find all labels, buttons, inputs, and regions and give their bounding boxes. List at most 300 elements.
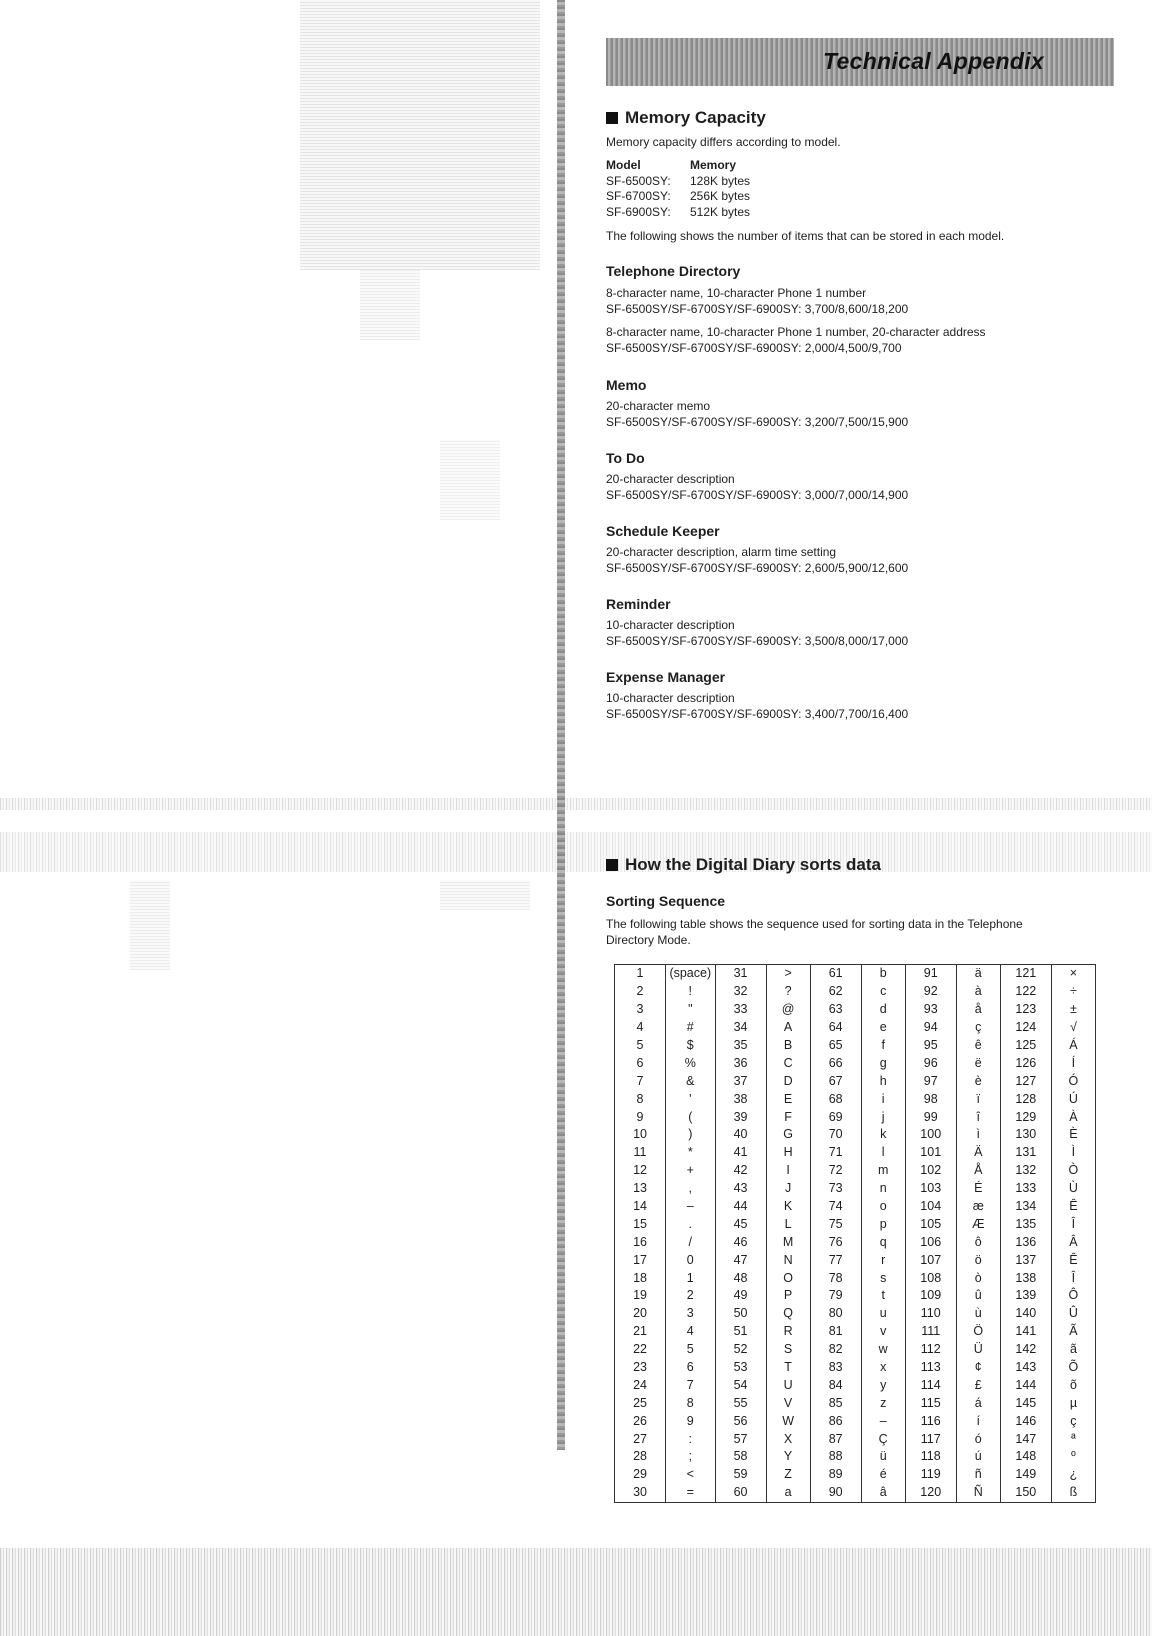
model-header: Model bbox=[606, 158, 641, 172]
sequence-number: 144 bbox=[1000, 1376, 1051, 1394]
sequence-number: 14 bbox=[615, 1198, 666, 1216]
sequence-number: 84 bbox=[810, 1376, 861, 1394]
sequence-number: 47 bbox=[715, 1251, 766, 1269]
capacity-line: 10-character description bbox=[606, 691, 735, 705]
scan-smudge bbox=[440, 880, 530, 910]
sequence-character: Ñ bbox=[956, 1484, 1000, 1502]
sequence-number: 100 bbox=[905, 1126, 956, 1144]
sequence-character: i bbox=[861, 1090, 905, 1108]
sequence-character: 9 bbox=[666, 1412, 716, 1430]
table-row bbox=[615, 1341, 1096, 1359]
reminder-heading: Reminder bbox=[606, 596, 671, 612]
sequence-character: Ì bbox=[1051, 1144, 1095, 1162]
table-row bbox=[615, 1144, 1096, 1162]
capacity-line: 10-character description bbox=[606, 618, 735, 632]
table-row bbox=[615, 1323, 1096, 1341]
sequence-character: 6 bbox=[666, 1359, 716, 1377]
sequence-number: 76 bbox=[810, 1233, 861, 1251]
sorting-description: The following table shows the sequence used for sorting data in the Telephone bbox=[606, 917, 1023, 931]
sequence-number: 71 bbox=[810, 1144, 861, 1162]
sequence-character: > bbox=[766, 965, 810, 983]
sequence-character: 4 bbox=[666, 1323, 716, 1341]
table-row bbox=[615, 1215, 1096, 1233]
sequence-number: 58 bbox=[715, 1448, 766, 1466]
sequence-number: 134 bbox=[1000, 1198, 1051, 1216]
sequence-character: , bbox=[666, 1180, 716, 1198]
sequence-number: 27 bbox=[615, 1430, 666, 1448]
square-bullet-icon bbox=[606, 859, 618, 871]
sequence-character: ê bbox=[956, 1037, 1000, 1055]
sequence-number: 22 bbox=[615, 1341, 666, 1359]
table-row bbox=[615, 1233, 1096, 1251]
sorting-description: Directory Mode. bbox=[606, 933, 691, 947]
sequence-character: Ã bbox=[1051, 1323, 1095, 1341]
sequence-number: 82 bbox=[810, 1341, 861, 1359]
sequence-character: G bbox=[766, 1126, 810, 1144]
sequence-number: 1 bbox=[615, 965, 666, 983]
sequence-character: í bbox=[956, 1412, 1000, 1430]
sequence-character: £ bbox=[956, 1376, 1000, 1394]
capacity-line: 8-character name, 10-character Phone 1 number, 20-character address bbox=[606, 325, 986, 339]
sequence-character: s bbox=[861, 1269, 905, 1287]
sequence-number: 145 bbox=[1000, 1394, 1051, 1412]
sequence-number: 92 bbox=[905, 983, 956, 1001]
sequence-character: z bbox=[861, 1394, 905, 1412]
sequence-character: ) bbox=[666, 1126, 716, 1144]
sequence-number: 51 bbox=[715, 1323, 766, 1341]
sequence-character: ! bbox=[666, 983, 716, 1001]
sorting-heading bbox=[606, 855, 881, 875]
capacity-line: SF-6500SY/SF-6700SY/SF-6900SY: 3,000/7,000/14,900 bbox=[606, 488, 909, 502]
scan-artifact-band-bottom bbox=[0, 1548, 1152, 1636]
sequence-character: S bbox=[766, 1341, 810, 1359]
sequence-character: p bbox=[861, 1215, 905, 1233]
sequence-number: 63 bbox=[810, 1001, 861, 1019]
scan-artifact-band-middle bbox=[0, 832, 1152, 872]
sequence-number: 3 bbox=[615, 1001, 666, 1019]
sequence-number: 114 bbox=[905, 1376, 956, 1394]
table-row bbox=[615, 1359, 1096, 1377]
sequence-character: è bbox=[956, 1072, 1000, 1090]
sequence-number: 133 bbox=[1000, 1180, 1051, 1198]
sequence-character: < bbox=[666, 1466, 716, 1484]
sequence-number: 88 bbox=[810, 1448, 861, 1466]
sequence-character: É bbox=[956, 1180, 1000, 1198]
sequence-character: ù bbox=[956, 1305, 1000, 1323]
sequence-number: 131 bbox=[1000, 1144, 1051, 1162]
sequence-character: : bbox=[666, 1430, 716, 1448]
sequence-number: 86 bbox=[810, 1412, 861, 1430]
scan-smudge bbox=[130, 880, 170, 970]
sequence-number: 52 bbox=[715, 1341, 766, 1359]
sequence-number: 90 bbox=[810, 1484, 861, 1502]
sequence-character: æ bbox=[956, 1198, 1000, 1216]
sequence-character: Î bbox=[1051, 1269, 1095, 1287]
sequence-number: 124 bbox=[1000, 1019, 1051, 1037]
table-row bbox=[615, 1376, 1096, 1394]
sequence-number: 149 bbox=[1000, 1466, 1051, 1484]
sequence-character: Á bbox=[1051, 1037, 1095, 1055]
sequence-character: õ bbox=[1051, 1376, 1095, 1394]
memory-table bbox=[606, 158, 750, 220]
sequence-character: × bbox=[1051, 965, 1095, 983]
sequence-number: 33 bbox=[715, 1001, 766, 1019]
capacity-line: SF-6500SY/SF-6700SY/SF-6900SY: 3,500/8,000/17,000 bbox=[606, 634, 909, 648]
sequence-character: w bbox=[861, 1341, 905, 1359]
sequence-number: 74 bbox=[810, 1198, 861, 1216]
memory-header: Memory bbox=[690, 158, 737, 172]
sequence-character: c bbox=[861, 983, 905, 1001]
sequence-character: U bbox=[766, 1376, 810, 1394]
sequence-character: Ò bbox=[1051, 1162, 1095, 1180]
sequence-number: 93 bbox=[905, 1001, 956, 1019]
sequence-character: Ù bbox=[1051, 1180, 1095, 1198]
sequence-character: Æ bbox=[956, 1215, 1000, 1233]
table-row bbox=[615, 1054, 1096, 1072]
sequence-character: ± bbox=[1051, 1001, 1095, 1019]
sequence-character: d bbox=[861, 1001, 905, 1019]
sequence-character: ã bbox=[1051, 1341, 1095, 1359]
sequence-character: O bbox=[766, 1269, 810, 1287]
sequence-number: 122 bbox=[1000, 983, 1051, 1001]
capacity-line: SF-6500SY/SF-6700SY/SF-6900SY: 3,700/8,600/18,200 bbox=[606, 302, 909, 316]
sequence-character: k bbox=[861, 1126, 905, 1144]
table-row bbox=[615, 1287, 1096, 1305]
sequence-number: 132 bbox=[1000, 1162, 1051, 1180]
sequence-character: j bbox=[861, 1108, 905, 1126]
sequence-character: q bbox=[861, 1233, 905, 1251]
sequence-number: 96 bbox=[905, 1054, 956, 1072]
table-row bbox=[615, 1108, 1096, 1126]
sequence-number: 61 bbox=[810, 965, 861, 983]
sequence-number: 121 bbox=[1000, 965, 1051, 983]
sequence-character: ï bbox=[956, 1090, 1000, 1108]
sequence-character: û bbox=[956, 1287, 1000, 1305]
sequence-character: T bbox=[766, 1359, 810, 1377]
sequence-character: M bbox=[766, 1233, 810, 1251]
sequence-character: A bbox=[766, 1019, 810, 1037]
sequence-number: 57 bbox=[715, 1430, 766, 1448]
sequence-character: E bbox=[766, 1090, 810, 1108]
sequence-character: Z bbox=[766, 1466, 810, 1484]
capacity-line: 20-character description, alarm time setting bbox=[606, 545, 837, 559]
sequence-number: 28 bbox=[615, 1448, 666, 1466]
sequence-number: 81 bbox=[810, 1323, 861, 1341]
sequence-number: 148 bbox=[1000, 1448, 1051, 1466]
table-row bbox=[615, 1162, 1096, 1180]
sequence-number: 83 bbox=[810, 1359, 861, 1377]
sorting-sequence-table bbox=[614, 964, 1096, 1503]
sequence-character: # bbox=[666, 1019, 716, 1037]
sequence-number: 89 bbox=[810, 1466, 861, 1484]
sequence-number: 80 bbox=[810, 1305, 861, 1323]
sequence-character: F bbox=[766, 1108, 810, 1126]
sequence-character: ( bbox=[666, 1108, 716, 1126]
sequence-number: 6 bbox=[615, 1054, 666, 1072]
model-cell: SF-6900SY: bbox=[606, 204, 671, 219]
sequence-character: Ê bbox=[1051, 1251, 1095, 1269]
sequence-character: á bbox=[956, 1394, 1000, 1412]
sequence-number: 65 bbox=[810, 1037, 861, 1055]
sequence-character: J bbox=[766, 1180, 810, 1198]
sequence-character: (space) bbox=[666, 965, 716, 983]
sequence-character: Ê bbox=[1051, 1198, 1095, 1216]
table-row bbox=[615, 1484, 1096, 1502]
to-do-heading: To Do bbox=[606, 450, 645, 466]
sequence-number: 48 bbox=[715, 1269, 766, 1287]
table-row bbox=[615, 1090, 1096, 1108]
sequence-number: 32 bbox=[715, 983, 766, 1001]
sequence-character: À bbox=[1051, 1108, 1095, 1126]
table-row bbox=[615, 1198, 1096, 1216]
memory-table-row bbox=[606, 189, 750, 205]
sequence-character: h bbox=[861, 1072, 905, 1090]
sequence-number: 60 bbox=[715, 1484, 766, 1502]
sorting-heading-text: How the Digital Diary sorts data bbox=[625, 855, 881, 874]
sequence-character: N bbox=[766, 1251, 810, 1269]
sequence-number: 95 bbox=[905, 1037, 956, 1055]
sequence-number: 25 bbox=[615, 1394, 666, 1412]
sequence-number: 78 bbox=[810, 1269, 861, 1287]
sequence-number: 30 bbox=[615, 1484, 666, 1502]
sequence-number: 62 bbox=[810, 983, 861, 1001]
sequence-number: 54 bbox=[715, 1376, 766, 1394]
items-intro: The following shows the number of items that can be stored in each model. bbox=[606, 229, 1005, 243]
sequence-number: 103 bbox=[905, 1180, 956, 1198]
sequence-character: $ bbox=[666, 1037, 716, 1055]
sequence-character: @ bbox=[766, 1001, 810, 1019]
sequence-number: 110 bbox=[905, 1305, 956, 1323]
sequence-character: â bbox=[861, 1484, 905, 1502]
sequence-number: 16 bbox=[615, 1233, 666, 1251]
sequence-character: 5 bbox=[666, 1341, 716, 1359]
memory-cell: 256K bytes bbox=[690, 189, 751, 203]
scan-artifact-band-top bbox=[0, 798, 1152, 810]
sequence-character: ñ bbox=[956, 1466, 1000, 1484]
sequence-number: 9 bbox=[615, 1108, 666, 1126]
capacity-line: SF-6500SY/SF-6700SY/SF-6900SY: 2,000/4,500/9,700 bbox=[606, 341, 902, 355]
sequence-character: ú bbox=[956, 1448, 1000, 1466]
table-row bbox=[615, 965, 1096, 983]
sequence-number: 24 bbox=[615, 1376, 666, 1394]
sequence-number: 37 bbox=[715, 1072, 766, 1090]
sequence-character: ¿ bbox=[1051, 1466, 1095, 1484]
sequence-number: 77 bbox=[810, 1251, 861, 1269]
sequence-number: 39 bbox=[715, 1108, 766, 1126]
sequence-character: v bbox=[861, 1323, 905, 1341]
capacity-line: 8-character name, 10-character Phone 1 number bbox=[606, 286, 867, 300]
sequence-number: 43 bbox=[715, 1180, 766, 1198]
sequence-number: 150 bbox=[1000, 1484, 1051, 1502]
sequence-character: ç bbox=[956, 1019, 1000, 1037]
memo-heading: Memo bbox=[606, 377, 647, 393]
sequence-number: 113 bbox=[905, 1359, 956, 1377]
sequence-number: 21 bbox=[615, 1323, 666, 1341]
sequence-character: * bbox=[666, 1144, 716, 1162]
sequence-number: 8 bbox=[615, 1090, 666, 1108]
sequence-number: 73 bbox=[810, 1180, 861, 1198]
table-row bbox=[615, 1269, 1096, 1287]
sequence-character: . bbox=[666, 1215, 716, 1233]
table-row bbox=[615, 1394, 1096, 1412]
sequence-character: y bbox=[861, 1376, 905, 1394]
sequence-character: Î bbox=[1051, 1215, 1095, 1233]
title-banner bbox=[606, 38, 1114, 86]
sequence-number: 10 bbox=[615, 1126, 666, 1144]
sequence-character: 1 bbox=[666, 1269, 716, 1287]
sequence-number: 66 bbox=[810, 1054, 861, 1072]
sorting-table-body bbox=[615, 965, 1096, 1503]
sequence-character: a bbox=[766, 1484, 810, 1502]
capacity-line: 20-character description bbox=[606, 472, 735, 486]
memory-capacity-heading bbox=[606, 108, 766, 128]
sequence-character: ô bbox=[956, 1233, 1000, 1251]
sequence-character: " bbox=[666, 1001, 716, 1019]
sequence-number: 4 bbox=[615, 1019, 666, 1037]
table-row bbox=[615, 1412, 1096, 1430]
sequence-character: 0 bbox=[666, 1251, 716, 1269]
scan-smudge bbox=[360, 270, 420, 340]
sequence-number: 91 bbox=[905, 965, 956, 983]
sequence-character: f bbox=[861, 1037, 905, 1055]
sequence-number: 118 bbox=[905, 1448, 956, 1466]
table-row bbox=[615, 1430, 1096, 1448]
sequence-number: 140 bbox=[1000, 1305, 1051, 1323]
sequence-character: ó bbox=[956, 1430, 1000, 1448]
sequence-character: I bbox=[766, 1162, 810, 1180]
table-row bbox=[615, 1251, 1096, 1269]
sequence-number: 105 bbox=[905, 1215, 956, 1233]
sequence-character: à bbox=[956, 983, 1000, 1001]
memory-intro: Memory capacity differs according to model. bbox=[606, 135, 841, 149]
table-row bbox=[615, 1305, 1096, 1323]
sequence-character: ¢ bbox=[956, 1359, 1000, 1377]
sequence-character: å bbox=[956, 1001, 1000, 1019]
sequence-number: 115 bbox=[905, 1394, 956, 1412]
sequence-character: Q bbox=[766, 1305, 810, 1323]
sequence-number: 2 bbox=[615, 983, 666, 1001]
sequence-character: u bbox=[861, 1305, 905, 1323]
sequence-number: 23 bbox=[615, 1359, 666, 1377]
capacity-line: 20-character memo bbox=[606, 399, 711, 413]
sequence-number: 141 bbox=[1000, 1323, 1051, 1341]
sequence-character: ì bbox=[956, 1126, 1000, 1144]
sequence-number: 112 bbox=[905, 1341, 956, 1359]
sequence-character: b bbox=[861, 965, 905, 983]
sequence-character: H bbox=[766, 1144, 810, 1162]
sequence-number: 101 bbox=[905, 1144, 956, 1162]
capacity-line: SF-6500SY/SF-6700SY/SF-6900SY: 3,400/7,700/16,400 bbox=[606, 707, 909, 721]
sequence-number: 36 bbox=[715, 1054, 766, 1072]
table-row bbox=[615, 1019, 1096, 1037]
sequence-number: 123 bbox=[1000, 1001, 1051, 1019]
table-row bbox=[615, 1001, 1096, 1019]
sequence-character: ö bbox=[956, 1251, 1000, 1269]
sequence-number: 87 bbox=[810, 1430, 861, 1448]
sequence-character: e bbox=[861, 1019, 905, 1037]
sequence-character: X bbox=[766, 1430, 810, 1448]
sequence-number: 12 bbox=[615, 1162, 666, 1180]
sequence-character: Í bbox=[1051, 1054, 1095, 1072]
sequence-character: o bbox=[861, 1198, 905, 1216]
sequence-number: 98 bbox=[905, 1090, 956, 1108]
capacity-line: SF-6500SY/SF-6700SY/SF-6900SY: 2,600/5,900/12,600 bbox=[606, 561, 909, 575]
sequence-character: x bbox=[861, 1359, 905, 1377]
sequence-character: 2 bbox=[666, 1287, 716, 1305]
sequence-number: 68 bbox=[810, 1090, 861, 1108]
sequence-number: 38 bbox=[715, 1090, 766, 1108]
sequence-number: 137 bbox=[1000, 1251, 1051, 1269]
sequence-number: 26 bbox=[615, 1412, 666, 1430]
sequence-number: 117 bbox=[905, 1430, 956, 1448]
sequence-character: C bbox=[766, 1054, 810, 1072]
sequence-character: K bbox=[766, 1198, 810, 1216]
sequence-character: g bbox=[861, 1054, 905, 1072]
sequence-number: 53 bbox=[715, 1359, 766, 1377]
sequence-number: 20 bbox=[615, 1305, 666, 1323]
sequence-character: 3 bbox=[666, 1305, 716, 1323]
sequence-number: 45 bbox=[715, 1215, 766, 1233]
sequence-character: Ô bbox=[1051, 1287, 1095, 1305]
sequence-character: Û bbox=[1051, 1305, 1095, 1323]
sequence-character: ò bbox=[956, 1269, 1000, 1287]
sequence-character: µ bbox=[1051, 1394, 1095, 1412]
sequence-character: R bbox=[766, 1323, 810, 1341]
sequence-number: 108 bbox=[905, 1269, 956, 1287]
sequence-character: Ú bbox=[1051, 1090, 1095, 1108]
sequence-number: 29 bbox=[615, 1466, 666, 1484]
sequence-number: 130 bbox=[1000, 1126, 1051, 1144]
sequence-character: ª bbox=[1051, 1430, 1095, 1448]
table-row bbox=[615, 1448, 1096, 1466]
model-cell: SF-6700SY: bbox=[606, 189, 671, 203]
sequence-character: P bbox=[766, 1287, 810, 1305]
sequence-number: 7 bbox=[615, 1072, 666, 1090]
sequence-number: 34 bbox=[715, 1019, 766, 1037]
sequence-number: 31 bbox=[715, 965, 766, 983]
sequence-number: 97 bbox=[905, 1072, 956, 1090]
sequence-character: ß bbox=[1051, 1484, 1095, 1502]
page-gutter bbox=[557, 0, 565, 1450]
sequence-number: 139 bbox=[1000, 1287, 1051, 1305]
sequence-number: 146 bbox=[1000, 1412, 1051, 1430]
sequence-character: ë bbox=[956, 1054, 1000, 1072]
sequence-character: Ç bbox=[861, 1430, 905, 1448]
sequence-number: 102 bbox=[905, 1162, 956, 1180]
sequence-character: ? bbox=[766, 983, 810, 1001]
memory-table-header bbox=[606, 158, 750, 174]
sequence-number: 67 bbox=[810, 1072, 861, 1090]
sequence-character: Ö bbox=[956, 1323, 1000, 1341]
scan-smudge bbox=[440, 440, 500, 520]
sequence-character: m bbox=[861, 1162, 905, 1180]
sequence-character: ; bbox=[666, 1448, 716, 1466]
sequence-character: n bbox=[861, 1180, 905, 1198]
sequence-number: 116 bbox=[905, 1412, 956, 1430]
sequence-number: 99 bbox=[905, 1108, 956, 1126]
square-bullet-icon bbox=[606, 112, 618, 124]
sequence-character: + bbox=[666, 1162, 716, 1180]
sequence-character: ä bbox=[956, 965, 1000, 983]
sequence-number: 72 bbox=[810, 1162, 861, 1180]
sequence-number: 127 bbox=[1000, 1072, 1051, 1090]
table-row bbox=[615, 1072, 1096, 1090]
scan-smudge bbox=[300, 0, 540, 270]
model-cell: SF-6500SY: bbox=[606, 173, 671, 188]
sequence-number: 109 bbox=[905, 1287, 956, 1305]
page-title: Technical Appendix bbox=[823, 48, 1044, 74]
sequence-character: / bbox=[666, 1233, 716, 1251]
